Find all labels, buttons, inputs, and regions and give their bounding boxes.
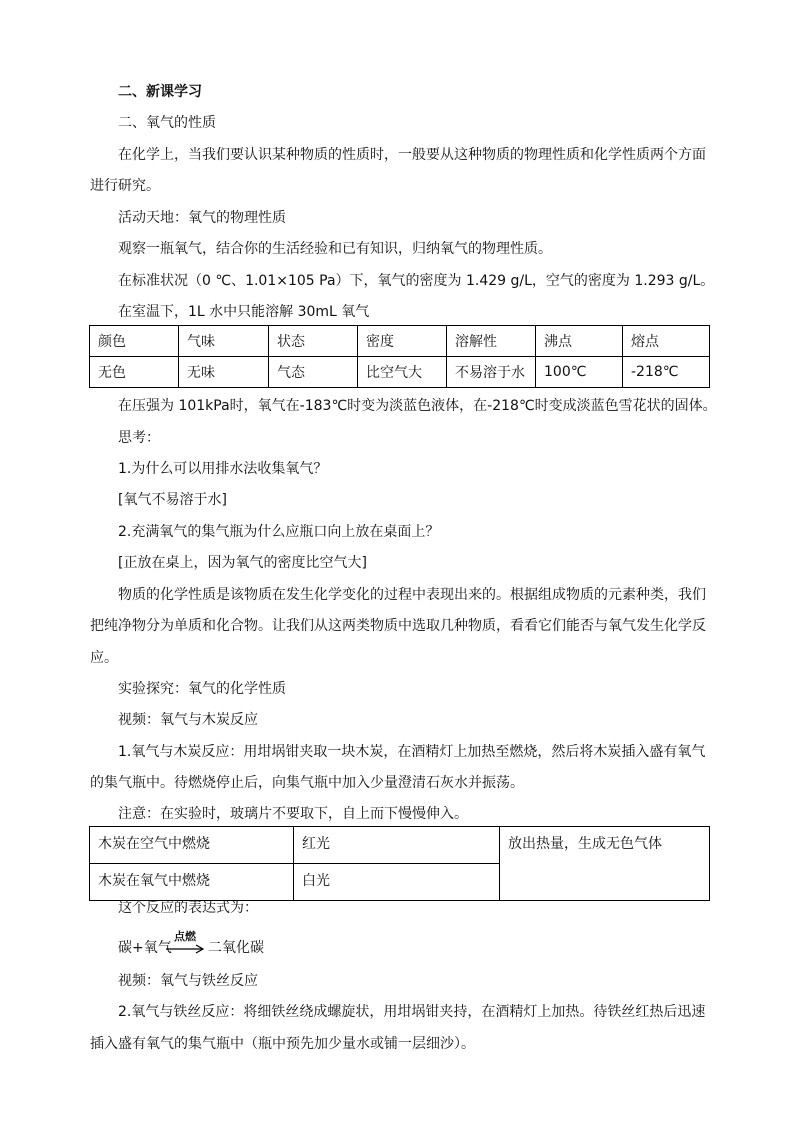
section-title: 二、氧气的性质	[118, 115, 216, 131]
observe-text: 观察一瓶氧气，结合你的生活经验和已有知识，归纳氧气的物理性质。	[118, 241, 552, 257]
table-cell: 红光	[294, 827, 500, 864]
table-cell: 气态	[269, 357, 358, 388]
chem-para-line-1: 物质的化学性质是该物质在发生化学变化的过程中表现出来的。根据组成物质的元素种类，我们	[118, 587, 706, 603]
solubility-note: 在室温下，1L 水中只能溶解 30mL 氧气	[118, 304, 370, 320]
table-cell: 100℃	[536, 357, 623, 388]
table-cell: -218℃	[623, 357, 710, 388]
equation-condition: 点燃	[174, 930, 196, 943]
header-cell: 颜色	[90, 326, 179, 357]
heading: 二、新课学习	[118, 84, 202, 100]
table-cell: 比空气大	[358, 357, 447, 388]
iron-line-1: 2.氧气与铁丝反应：将细铁丝绕成螺旋状，用坩埚钳夹持，在酒精灯上加热。待铁丝红热后迅速	[118, 1004, 706, 1020]
question-1: 1.为什么可以用排水法收集氧气？	[118, 461, 328, 477]
equation-product: 二氧化碳	[208, 940, 264, 956]
charcoal-line-1: 1.氧气与木炭反应：用坩埚钳夹取一块木炭，在酒精灯上加热至燃烧，然后将木炭插入盛有氧气	[118, 744, 706, 760]
question-2: 2.充满氧气的集气瓶为什么应瓶口向上放在桌面上？	[118, 524, 440, 540]
think-label: 思考：	[118, 430, 160, 446]
table-header-row	[90, 326, 710, 357]
intro-line-1: 在化学上，当我们要认识某种物质的性质时，一般要从这种物质的物理性质和化学性质两个方面	[118, 147, 706, 163]
equation-reactants: 碳+氧气	[118, 940, 172, 956]
reaction-arrow-icon	[166, 944, 204, 954]
combustion-table	[89, 826, 710, 901]
header-cell: 熔点	[623, 326, 710, 357]
table-cell: 无味	[179, 357, 269, 388]
property-table	[89, 325, 710, 388]
expression-intro: 这个反应的表达式为：	[118, 900, 258, 916]
header-cell: 密度	[358, 326, 447, 357]
experiment-title: 实验探究：氧气的化学性质	[118, 681, 286, 697]
answer-1: [氧气不易溶于水]	[118, 492, 227, 508]
table-row	[90, 357, 710, 388]
table-row	[90, 827, 710, 864]
table-cell: 木炭在氧气中燃烧	[90, 864, 294, 901]
density-note: 在标准状况（0 ℃、1.01×105 Pa）下，氧气的密度为 1.429 g/L，空气的密度为 1.293 g/L。	[118, 273, 715, 289]
header-cell: 状态	[269, 326, 358, 357]
table-cell: 无色	[90, 357, 179, 388]
header-cell: 气味	[179, 326, 269, 357]
chem-para-line-2: 把纯净物分为单质和化合物。让我们从这两类物质中选取几种物质，看看它们能否与氧气发生化学反	[90, 618, 706, 634]
caution-note: 注意：在实验时，玻璃片不要取下，自上而下慢慢伸入。	[118, 806, 468, 822]
chem-para-line-3: 应。	[90, 650, 118, 666]
video-2: 视频：氧气与铁丝反应	[118, 973, 258, 989]
charcoal-line-2: 的集气瓶中。待燃烧停止后，向集气瓶中加入少量澄清石灰水并振荡。	[90, 775, 524, 791]
intro-line-2: 进行研究。	[90, 178, 160, 194]
answer-2: [正放在桌上，因为氧气的密度比空气大]	[118, 555, 367, 571]
activity-title: 活动天地：氧气的物理性质	[118, 210, 286, 226]
table-cell: 不易溶于水	[447, 357, 536, 388]
video-1: 视频：氧气与木炭反应	[118, 712, 258, 728]
header-cell: 沸点	[536, 326, 623, 357]
table-cell: 木炭在空气中燃烧	[90, 827, 294, 864]
header-cell: 溶解性	[447, 326, 536, 357]
table-cell: 白光	[294, 864, 500, 901]
table-cell-merged: 放出热量，生成无色气体	[500, 827, 710, 901]
iron-line-2: 插入盛有氧气的集气瓶中（瓶中预先加少量水或铺一层细沙）。	[90, 1036, 475, 1052]
pressure-note: 在压强为 101kPa时，氧气在-183℃时变为淡蓝色液体，在-218℃时变成淡蓝色雪花状的固体。	[118, 398, 717, 414]
